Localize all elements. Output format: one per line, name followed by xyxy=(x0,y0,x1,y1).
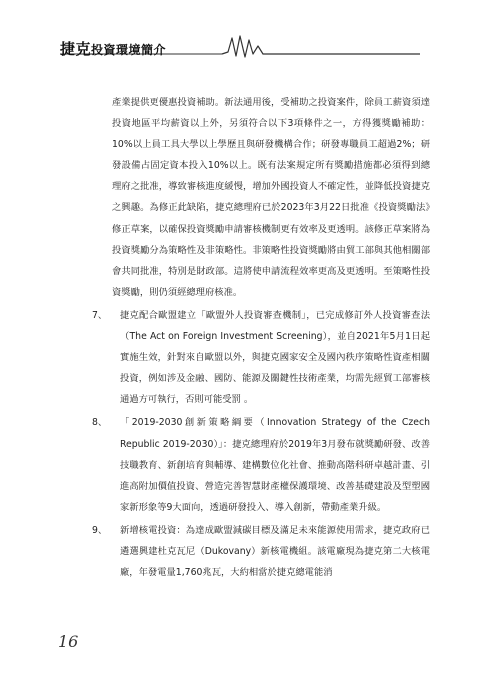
item-number: 7、 xyxy=(92,309,108,321)
item-text: 新增核電投資：為達成歐盟減碳目標及滿足未來能源使用需求，捷克政府已遴選興建杜克瓦尼（Dukovany）新核電機組。該電廠現為捷克第二大核電廠，年發電量1,760兆瓦，大約相當於捷克總電能消 xyxy=(120,524,430,579)
item-text: 捷克配合歐盟建立「歐盟外人投資審查機制」，已完成修訂外人投資審查法（The Act on Foreign Investment Screening），並自2021年5月1日起實施生效，針對來自歐盟以外，與捷克國家安全及國內秩序策略性資產相關投資，例如涉及金融、國防、能源及關鍵性技術產業，均需先經貿工部審核通過方可執行，否則可能受罰 。 xyxy=(120,309,430,406)
item-text: 「2019-2030創新策略綱要（Innovation Strategy of the Czech Republic 2019-2030）」：捷克總理府於2019年3月發布就獎勵研發、改善技職教育、新創培育與輔導、建構數位化社會、推動高階科研卓越計畫、引進高附加價值投資、營造完善智慧財產權保護環境、改善基礎建設及型塑國家新形象等9大面向，透過研發投入、導入創新，帶動產業升級。 xyxy=(120,417,430,513)
page-header xyxy=(0,30,480,58)
header-title: 捷克投資環境簡介 xyxy=(60,40,167,58)
page-number: 16 xyxy=(58,632,79,651)
list-item-9 xyxy=(92,520,430,583)
list-item-7 xyxy=(92,305,430,410)
list-item-8 xyxy=(92,412,430,517)
body-text xyxy=(92,92,430,583)
item-number: 9、 xyxy=(92,524,108,536)
continuation-paragraph: 產業提供更優惠投資補助。新法通用後，受補助之投資案件，除員工薪資須達投資地區平均薪資以上外，另須符合以下3項條件之一，方得獲獎勵補助：10%以上員工具大學以上學歷且與研發機構合作；研發專職員工超過2%；研發設備占固定資本投入10%以上。既有法案規定所有獎勵措施都必須得到總理府之批准，導致審核進度緩慢，增加外國投資人不確定性，並降低投資捷克之興趣。為修正此缺陷，捷克總理府已於2023年3月22日批准《投資獎勵法》修正草案，以確保投資獎勵申請審核機制更有效率及更透明。該修正草案將為投資獎勵分為策略性及非策略性。非策略性投資獎勵將由貿工部與其他相關部會共同批准，特別是財政部。這將使申請流程效率更高及更透明。至策略性投資獎勵，則仍須經總理府核准。 xyxy=(112,97,430,298)
item-number: 8、 xyxy=(92,417,108,429)
